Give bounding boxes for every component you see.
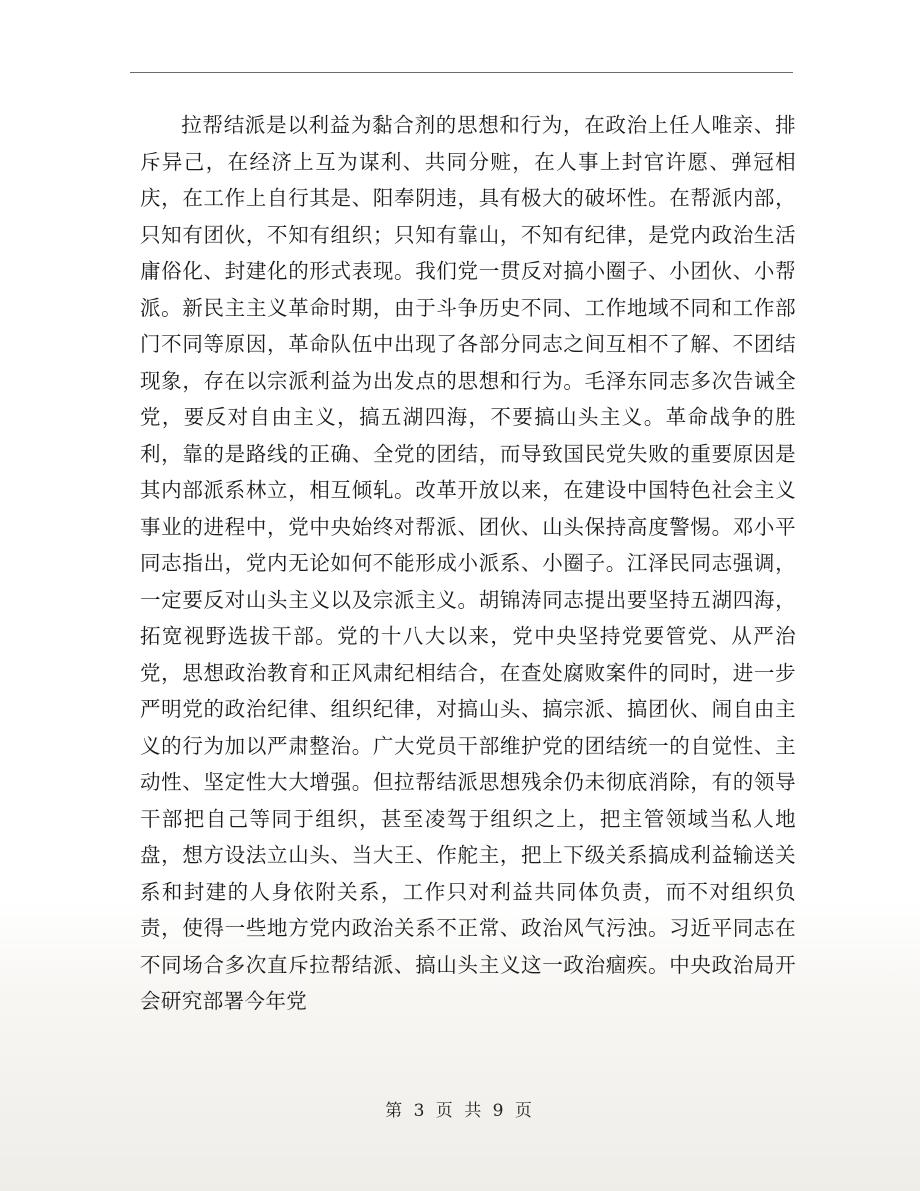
page-number-footer: 第 3 页 共 9 页 [385, 1101, 535, 1121]
body-paragraph [140, 107, 796, 1020]
header-rule [130, 72, 793, 73]
paragraph-text: 拉帮结派是以利益为黏合剂的思想和行为，在政治上任人唯亲、排斥异己，在经济上互为谋利、共同分赃，在人事上封官许愿、弹冠相庆，在工作上自行其是、阳奉阴违，具有极大的破坏性。在帮派内部，只知有团伙，不知有组织；只知有靠山，不知有纪律，是党内政治生活庸俗化、封建化的形式表现。我们党一贯反对搞小圈子、小团伙、小帮派。新民主主义革命时期，由于斗争历史不同、工作地域不同和工作部门不同等原因，革命队伍中出现了各部分同志之间互相不了解、不团结现象，存在以宗派利益为出发点的思想和行为。毛泽东同志多次告诫全党，要反对自由主义，搞五湖四海，不要搞山头主义。革命战争的胜利，靠的是路线的正确、全党的团结，而导致国民党失败的重要原因是其内部派系林立，相互倾轧。改革开放以来，在建设中国特色社会主义事业的进程中，党中央始终对帮派、团伙、山头保持高度警惕。邓小平同志指出，党内无论如何不能形成小派系、小圈子。江泽民同志强调，一定要反对山头主义以及宗派主义。胡锦涛同志提出要坚持五湖四海，拓宽视野选拔干部。党的十八大以来，党中央坚持党要管党、从严治党，思想政治教育和正风肃纪相结合，在查处腐败案件的同时，进一步严明党的政治纪律、组织纪律，对搞山头、搞宗派、搞团伙、闹自由主义的行为加以严肃整治。广大党员干部维护党的团结统一的自觉性、主动性、坚定性大大增强。但拉帮结派思想残余仍未彻底消除，有的领导干部把自己等同于组织，甚至凌驾于组织之上，把主管领域当私人地盘，想方设法立山头、当大王、作舵主，把上下级关系搞成利益输送关系和封建的人身依附关系，工作只对利益共同体负责，而不对组织负责，使得一些地方党内政治关系不正常、政治风气污浊。习近平同志在不同场合多次直斥拉帮结派、搞山头主义这一政治痼疾。中央政治局开会研究部署今年党 [140, 113, 796, 1013]
